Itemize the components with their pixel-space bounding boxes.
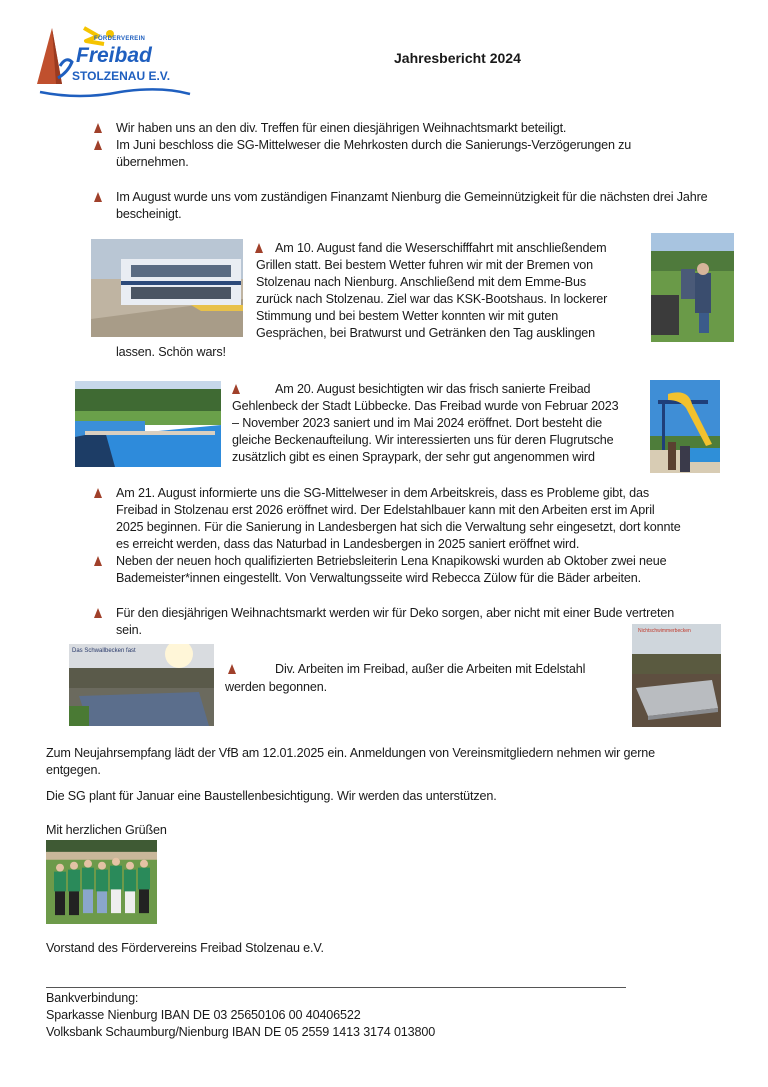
bullet-icon xyxy=(228,664,236,674)
site-visit-text: Die SG plant für Januar eine Baustellenbesichtigung. Wir werden das unterstützen. xyxy=(46,789,497,803)
bank-sparkasse: Sparkasse Nienburg IBAN DE 03 25650106 00 40406522 xyxy=(46,1008,361,1022)
bullet-market-line-1: Für den diesjährigen Weihnachtsmarkt werden wir für Deko sorgen, aber nicht mit einer Bude vertreten xyxy=(116,606,675,620)
ship-line-1: Am 10. August fand die Weserschifffahrt mit anschließendem xyxy=(275,241,607,255)
pool-photo xyxy=(75,381,221,467)
slide-photo xyxy=(650,380,720,473)
logo xyxy=(32,24,192,100)
bullet-icon xyxy=(94,608,102,618)
bullet-21-august-line-4: es erreicht werden, dass das Naturbad in Landesbergen in 2025 saniert eröffnet wird. xyxy=(116,537,580,551)
ship-line-4: zurück nach Stolzenau. Ziel war das KSK-Bootshaus. In lockerer xyxy=(256,292,608,306)
group-photo xyxy=(46,840,157,924)
greeting-text: Mit herzlichen Grüßen xyxy=(46,823,167,837)
bullet-staff-line-1: Neben der neuen hoch qualifizierten Betriebsleiterin Lena Knapikowski wurden ab Oktober zwei neue xyxy=(116,554,667,568)
ship-line-3: Stolzenau nach Nienburg. Anschließend mit dem Emme-Bus xyxy=(256,275,587,289)
bullet-icon xyxy=(232,384,240,394)
works-line-1: Div. Arbeiten im Freibad, außer die Arbeiten mit Edelstahl xyxy=(275,662,586,676)
bullet-text: Im Juni beschloss die SG-Mittelweser die Mehrkosten durch die Sanierungs-Verzögerungen zu übernehmen. xyxy=(116,138,632,170)
construction-photo-left xyxy=(69,644,214,726)
bullet-icon xyxy=(94,488,102,498)
bullet-21-august-line-1: Am 21. August informierte uns die SG-Mittelweser in dem Arbeitskreis, dass es Probleme gibt, das xyxy=(116,486,649,500)
photo-caption-right: Nichtschwimmerbecken xyxy=(638,628,691,634)
pool-line-2: Gehlenbeck der Stadt Lübbecke. Das Freibad wurde von Februar 2023 xyxy=(232,399,619,413)
newyear-line-1: Zum Neujahrsempfang lädt der VfB am 12.01.2025 ein. Anmeldungen von Vereinsmitgliedern nehmen wir gerne xyxy=(46,746,656,760)
bullet-icon xyxy=(94,192,102,202)
bullet-icon xyxy=(94,140,102,150)
photo-caption-left: Das Schwallbecken fast xyxy=(72,648,136,654)
footer-divider xyxy=(46,987,626,988)
logo-line1: FÖRDERVEREIN xyxy=(94,36,146,42)
ship-line-7: lassen. Schön wars! xyxy=(116,345,226,359)
bullet-market-line-2: sein. xyxy=(116,623,142,637)
ship-line-2: Grillen statt. Bei bestem Wetter fuhren wir mit der Bremen von xyxy=(256,258,593,272)
construction-photo-right xyxy=(632,624,721,727)
pool-line-1: Am 20. August besichtigten wir das frisch sanierte Freibad xyxy=(275,382,591,396)
works-line-2: werden begonnen. xyxy=(225,680,327,694)
bullet-icon xyxy=(94,123,102,133)
pool-line-5: zusätzlich gibt es einen Spraypark, der sehr gut angenommen wird xyxy=(232,450,595,464)
bullet-staff-line-2: Bademeister*innen eingestellt. Von Verwaltungsseite wird Rebecca Zülow für die Bäder arbeiten. xyxy=(116,571,641,585)
ship-line-6: Gesprächen, bei Bratwurst und Getränken den Tag ausklingen xyxy=(256,326,596,340)
bullet-21-august-line-3: 2025 beginnen. Für die Sanierung in Landesbergen hat sich die Verwaltung sehr eingesetzt, dort konnte xyxy=(116,520,681,534)
signature-text: Vorstand des Fördervereins Freibad Stolzenau e.V. xyxy=(46,941,324,955)
bank-label: Bankverbindung: xyxy=(46,991,139,1005)
bullet-21-august-line-2: Freibad in Stolzenau erst 2026 eröffnet wird. Der Edelstahlbauer kann mit den Arbeiten erst im April xyxy=(116,503,655,517)
pool-line-4: gleiche Beckenaufteilung. Wir interessierten uns für deren Flugrutsche xyxy=(232,433,614,447)
bullet-icon xyxy=(94,556,102,566)
logo-line3: STOLZENAU E.V. xyxy=(72,69,171,83)
bank-volksbank: Volksbank Schaumburg/Nienburg IBAN DE 05 2559 1413 3174 013800 xyxy=(46,1025,436,1039)
grill-photo xyxy=(651,233,734,342)
newyear-line-2: entgegen. xyxy=(46,763,101,777)
ship-line-5: Stimmung und bei bestem Wetter konnten wir mit guten xyxy=(256,309,559,323)
ship-photo xyxy=(91,239,243,337)
bullet-text: Im August wurde uns vom zuständigen Finanzamt Nienburg die Gemeinnützigkeit für die nächsten drei Jahre bescheinigt. xyxy=(116,190,708,222)
page-title: Jahresbericht 2024 xyxy=(394,50,521,66)
logo-line2: Freibad xyxy=(76,44,152,67)
bullet-text: Wir haben uns an den div. Treffen für einen diesjährigen Weihnachtsmarkt beteiligt. xyxy=(116,121,567,135)
bullet-icon xyxy=(255,243,263,253)
pool-line-3: – November 2023 saniert und im Mai 2024 eröffnet. Dort besteht die xyxy=(232,416,602,430)
